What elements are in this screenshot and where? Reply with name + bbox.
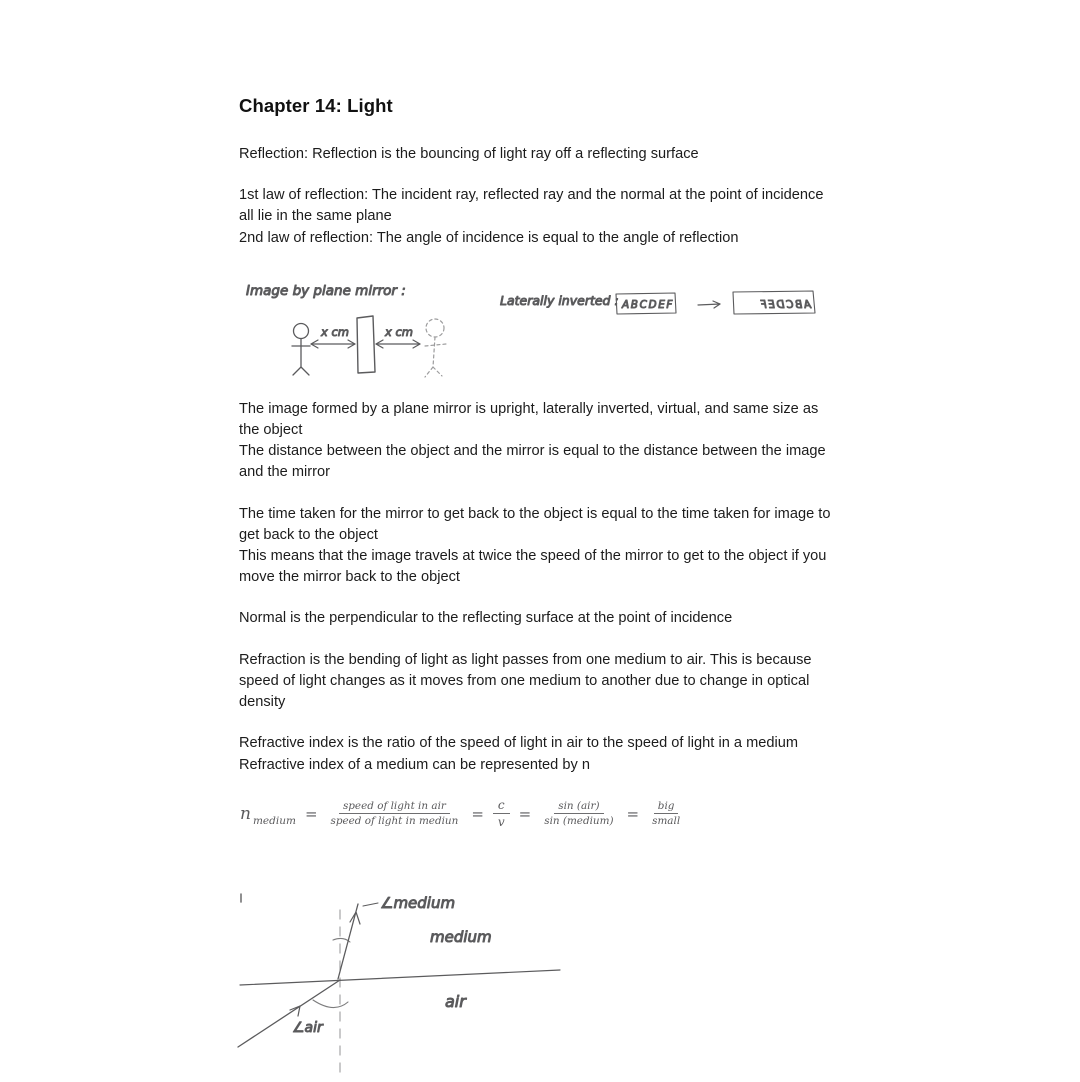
- page-title: Chapter 14: Light: [239, 95, 393, 116]
- text-line: speed of light changes as it moves from one medium to another due to change in optical: [239, 672, 810, 689]
- text-line: all lie in the same plane: [239, 208, 392, 225]
- fraction-numerator: c: [493, 798, 510, 814]
- paragraph-reflection-definition: [239, 144, 899, 165]
- equals-sign: =: [471, 804, 484, 823]
- paragraph-refraction-definition: [239, 650, 899, 714]
- refractive-index-equation: [240, 798, 684, 829]
- equation-subscript-medium: medium: [252, 814, 296, 827]
- text-line: the object: [239, 422, 303, 439]
- equals-sign: =: [304, 804, 318, 823]
- text-line: This means that the image travels at twice the speed of the mirror to get to the object if you: [239, 548, 827, 565]
- fraction-numerator: speed of light in air: [339, 800, 450, 814]
- text-line: The time taken for the mirror to get back to the object is equal to the time taken for image to: [239, 505, 831, 522]
- fraction-denominator: v: [497, 815, 505, 830]
- label-angle-medium: ∠medium: [380, 894, 456, 912]
- fraction-sine-ratio: [540, 800, 617, 828]
- label-medium: medium: [430, 928, 492, 946]
- fraction-numerator: sin (air): [554, 800, 603, 814]
- fraction-speed-ratio: [327, 800, 463, 828]
- paragraph-plane-mirror-image-properties: [239, 399, 899, 484]
- paragraph-normal-definition: [239, 608, 899, 629]
- text-line: Normal is the perpendicular to the reflecting surface at the point of incidence: [239, 610, 733, 627]
- text-line: move the mirror back to the object: [239, 569, 460, 586]
- fraction-denominator: small: [652, 815, 681, 828]
- text-line: Reflection: Reflection is the bouncing of light ray off a reflecting surface: [239, 146, 699, 163]
- figure-plane-mirror: [239, 272, 839, 384]
- text-line: density: [239, 694, 286, 711]
- figure-mirror-caption: Image by plane mirror :: [246, 283, 406, 299]
- paragraph-refractive-index-definition: [239, 733, 899, 775]
- text-line: The image formed by a plane mirror is upright, laterally inverted, virtual, and same size as: [239, 400, 819, 417]
- label-angle-air: ∠air: [292, 1020, 323, 1036]
- text-line: and the mirror: [239, 464, 330, 481]
- text-line: Refractive index is the ratio of the speed of light in air to the speed of light in a medium: [239, 735, 799, 752]
- text-line: 2nd law of reflection: The angle of incidence is equal to the angle of reflection: [239, 229, 739, 246]
- figure-inverted-source: ABCDEF: [622, 299, 675, 311]
- fraction-denominator: speed of light in mediun: [330, 815, 459, 828]
- text-line: Refraction is the bending of light as light passes from one medium to air. This is because: [239, 651, 812, 668]
- paragraph-mirror-motion: [239, 504, 899, 589]
- fraction-denominator: sin (medium): [544, 815, 614, 828]
- text-line: Refractive index of a medium can be represented by n: [239, 756, 590, 773]
- figure-laterally-inverted-caption: Laterally inverted :: [500, 293, 619, 308]
- figure-mirror-distance-right: x cm: [385, 325, 413, 339]
- fraction-big-over-small: [648, 800, 684, 828]
- text-line: get back to the object: [239, 526, 378, 543]
- paragraph-laws-of-reflection: [239, 185, 899, 249]
- figure-inverted-result: ABCDEF: [758, 299, 811, 311]
- document-body: [239, 94, 899, 776]
- equation-symbol-n: n: [240, 803, 251, 824]
- figure-mirror-distance-left: x cm: [321, 325, 349, 339]
- label-air: air: [445, 992, 466, 1011]
- figure-refraction: [230, 872, 560, 1082]
- text-line: The distance between the object and the mirror is equal to the distance between the image: [239, 443, 826, 460]
- fraction-numerator: big: [654, 800, 679, 814]
- equals-sign: =: [626, 804, 640, 823]
- equals-sign: =: [518, 804, 532, 823]
- fraction-c-over-v: [493, 798, 510, 829]
- text-line: 1st law of reflection: The incident ray, reflected ray and the normal at the point of incidence: [239, 187, 824, 204]
